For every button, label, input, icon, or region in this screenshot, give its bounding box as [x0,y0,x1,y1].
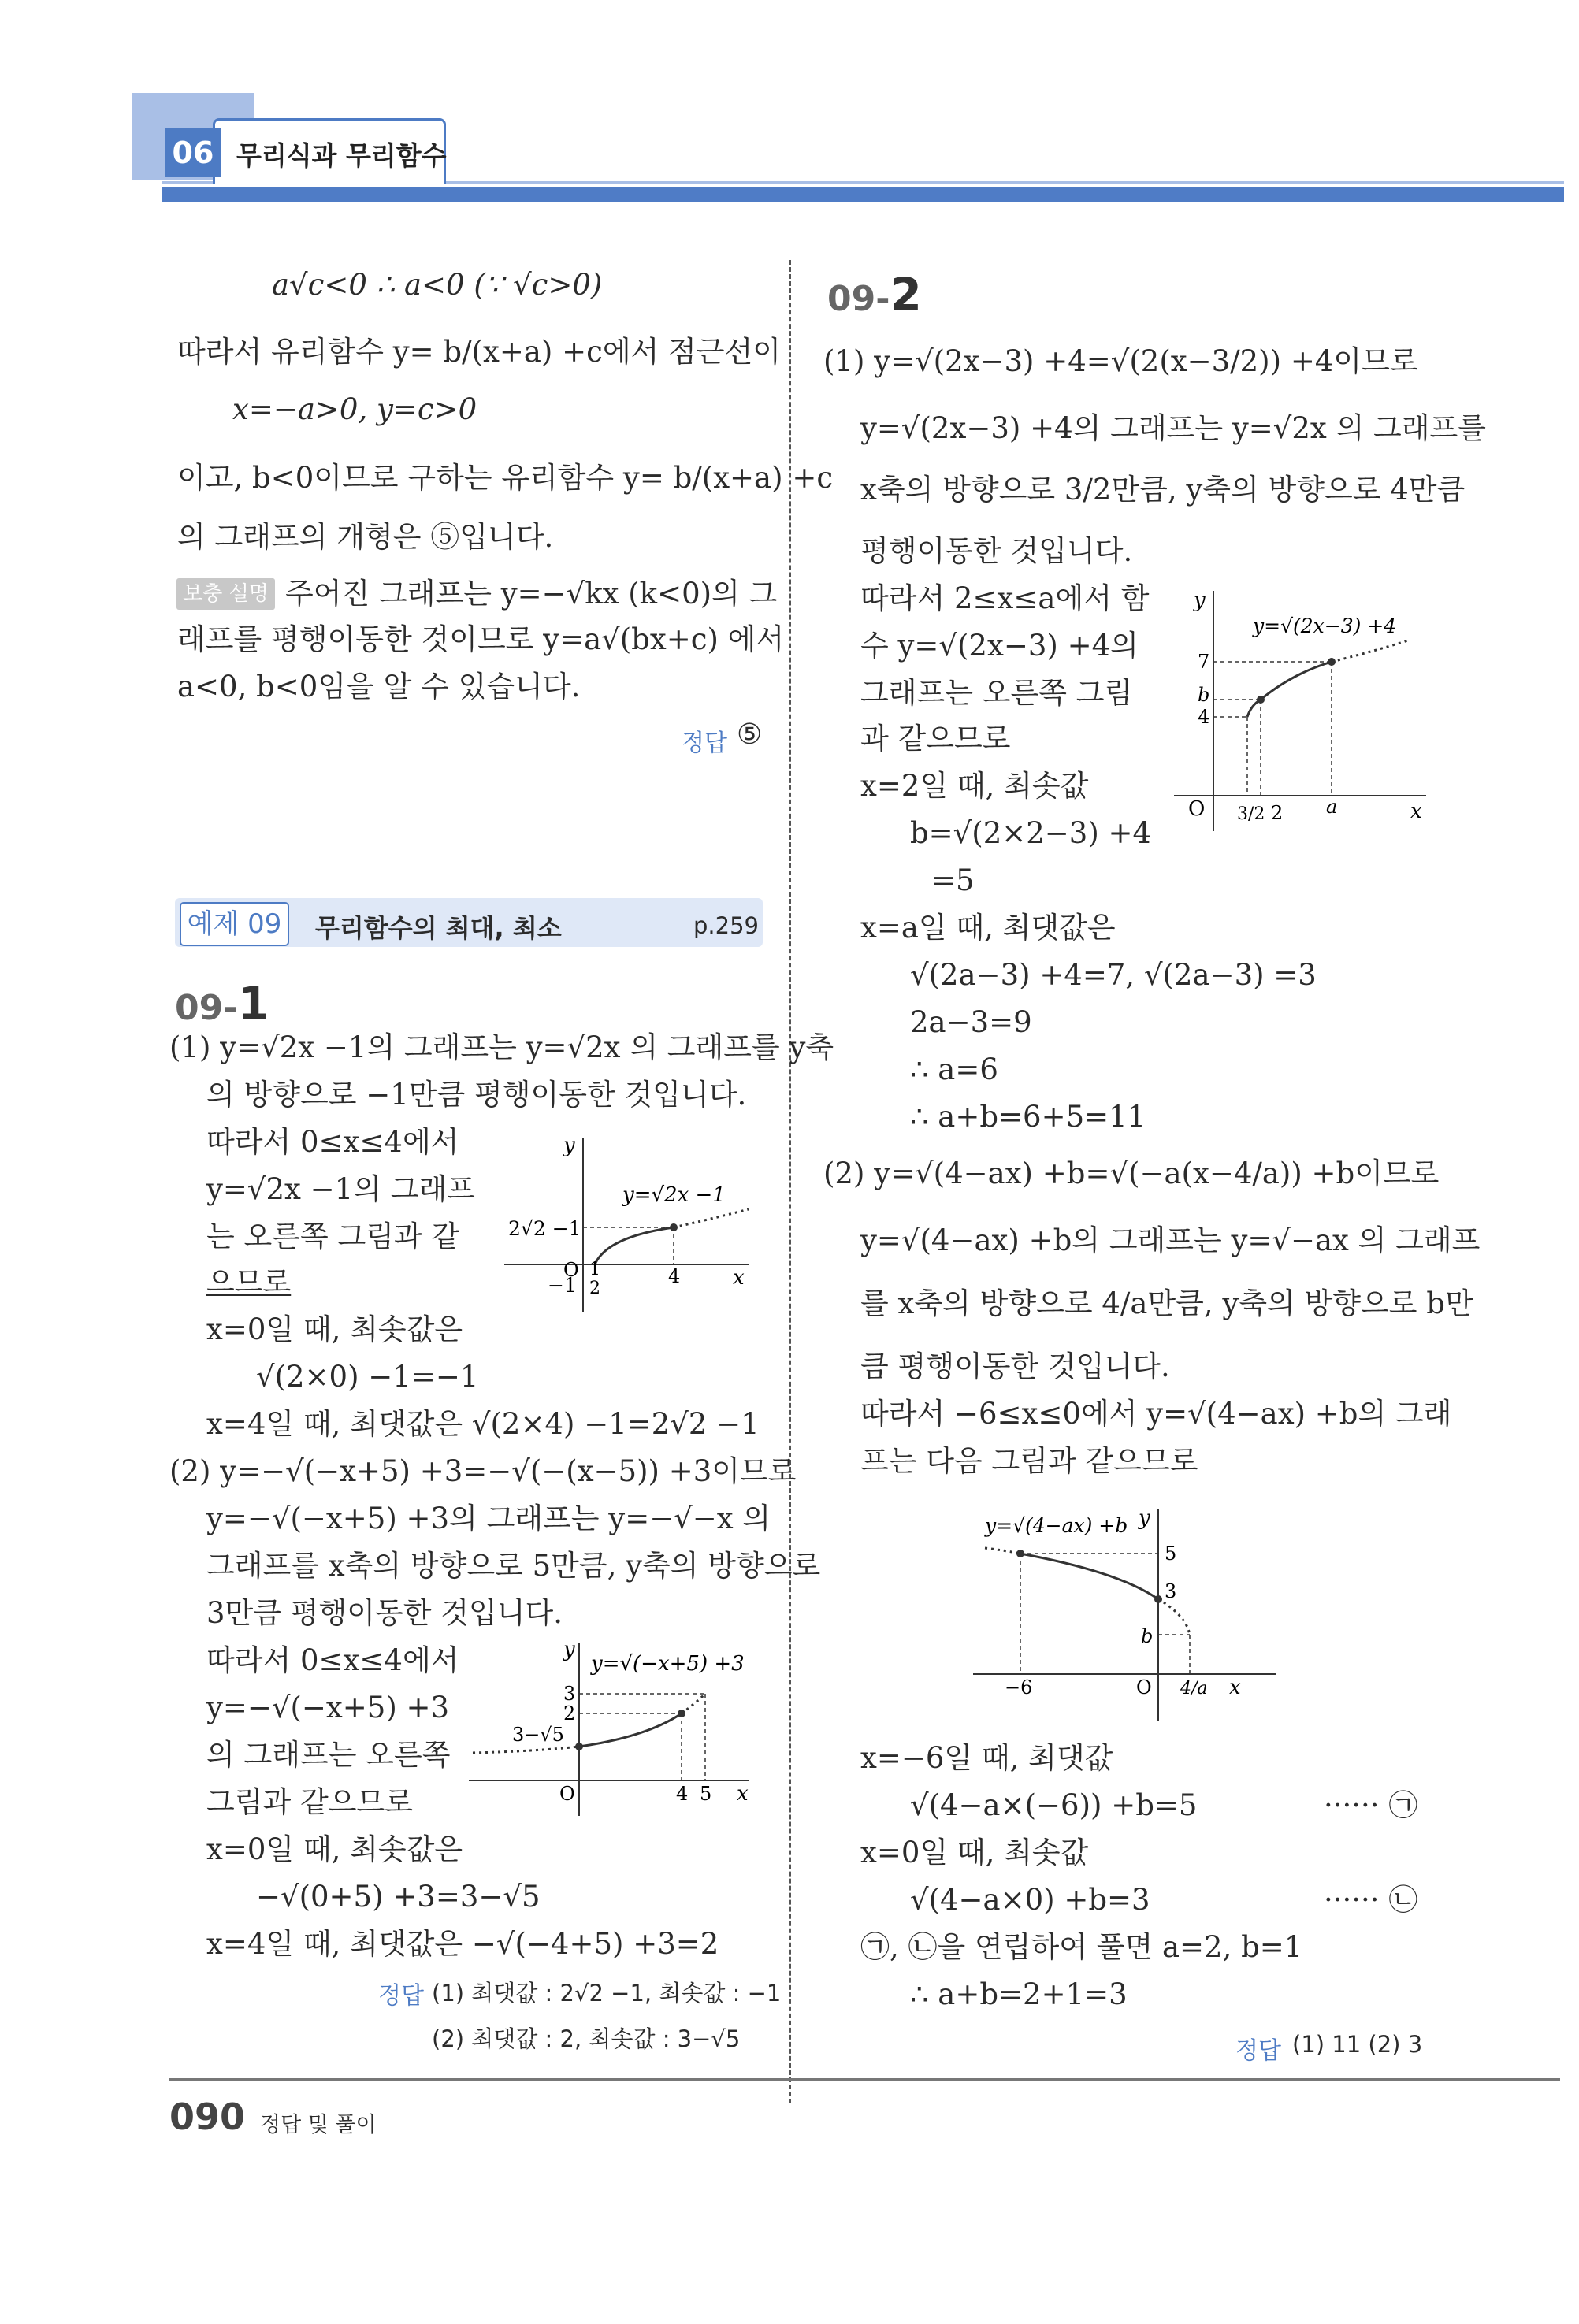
p2-line: 따라서 0≤x≤4에서 [206,1643,459,1677]
y-tick-label: 2 [563,1702,576,1724]
graph-09-1-1 [496,1134,756,1316]
graph-09-2-2 [961,1497,1292,1725]
q1-line: =5 [931,863,975,897]
y-axis-label: y [563,1134,575,1157]
q1-line: 2a−3=9 [910,1005,1032,1039]
p2-line: y=−√(−x+5) +3 [206,1691,450,1724]
x-tick-label: 2 [1271,802,1284,824]
origin-label: O [1188,797,1206,821]
curve-extension [682,1694,705,1713]
y-tick-label: 4 [1198,706,1210,728]
q1-line: 따라서 2≤x≤a에서 함 [860,581,1150,615]
problem-label: 09-2 [827,268,922,321]
q2-line: (2) y=√(4−ax) +b=√(−a(x−4/a)) +b이므로 [823,1156,1440,1190]
chapter-title: 무리식과 무리함수 [236,140,447,171]
q1-line: 수 y=√(2x−3) +4의 [860,629,1139,663]
q1-line: y=√(2x−3) +4의 그래프는 y=√2x 의 그래프를 [860,411,1486,445]
curve-label: y=√(−x+5) +3 [591,1652,745,1676]
example-badge: 예제 09 [180,902,289,946]
q2-line: √(4−a×0) +b=3 [910,1883,1150,1917]
answer-label: 정답 [682,729,727,757]
p1-line: x=4일 때, 최댓값은 √(2×4) −1=2√2 −1 [206,1407,760,1441]
equation-mark: ······ ㉠ [1324,1788,1418,1822]
p1-line: 는 오른쪽 그림과 같 [206,1220,460,1253]
q2-line: 를 x축의 방향으로 4/a만큼, y축의 방향으로 b만 [860,1286,1473,1320]
header-bar [162,187,1564,202]
max-point [678,1710,685,1717]
x-axis-label: x [1229,1676,1241,1699]
q2-line: √(4−a×(−6)) +b=5 [910,1788,1198,1822]
y-tick-label: b [1141,1625,1154,1647]
q1-line: ∴ a+b=6+5=11 [910,1100,1146,1134]
min-point [575,1743,583,1750]
x-tick-label: 4 [668,1265,681,1287]
y-tick-label: 3 [1165,1580,1177,1602]
curve-extension [674,1209,749,1227]
p1-line: (1) y=√2x −1의 그래프는 y=√2x 의 그래프를 y축 [169,1030,834,1064]
q1-line: (1) y=√(2x−3) +4=√(2(x−3/2)) +4이므로 [823,344,1418,378]
x-tick-label: −6 [1005,1676,1033,1698]
q1-line: √(2a−3) +4=7, √(2a−3) =3 [910,958,1317,992]
p1-line: y=√2x −1의 그래프 [206,1172,475,1206]
x-axis-label: x [733,1266,745,1290]
note-line: 주어진 그래프는 y=−√kx (k<0)의 그 [285,577,778,611]
answer-value: (2) 최댓값 : 2, 최솟값 : 3−√5 [432,2025,741,2052]
q2-line: 따라서 −6≤x≤0에서 y=√(4−ax) +b의 그래 [860,1397,1452,1431]
example-title: 무리함수의 최대, 최소 [315,913,562,943]
graph-09-2-1 [1174,583,1434,835]
chapter-number: 06 [165,128,221,177]
q2-line: x=0일 때, 최솟값 [860,1836,1089,1869]
y-tick-label: 7 [1198,651,1210,673]
max-point [670,1223,678,1231]
q1-line: 평행이동한 것입니다. [860,534,1133,568]
p1-line: 으므로 [206,1265,292,1299]
intro-line: x=−a>0, y=c>0 [232,392,477,426]
p1-line: 의 방향으로 −1만큼 평행이동한 것입니다. [206,1078,747,1112]
p2-line: x=0일 때, 최솟값은 [206,1832,463,1866]
q2-line: y=√(4−ax) +b의 그래프는 y=√−ax 의 그래프 [860,1223,1481,1257]
p2-line: y=−√(−x+5) +3의 그래프는 y=−√−x 의 [206,1502,771,1535]
x-tick-label: 3/2 [1237,804,1265,824]
q1-line: b=√(2×2−3) +4 [910,816,1152,850]
y-tick-label: −1 [548,1274,577,1297]
y-axis-label: y [1139,1506,1150,1530]
x-tick-label: 1 [589,1260,600,1279]
answer-value: (1) 최댓값 : 2√2 −1, 최솟값 : −1 [432,1980,782,2007]
curve-extension [985,1548,1020,1554]
curve-label: y=√(2x−3) +4 [1253,614,1397,637]
note-line: a<0, b<0임을 알 수 있습니다. [177,670,581,704]
note-tag: 보충 설명 [176,578,275,610]
p2-line: 그래프를 x축의 방향으로 5만큼, y축의 방향으로 [206,1549,821,1583]
intro-line: 의 그래프의 개형은 ⑤입니다. [177,520,554,554]
curve-extension [1158,1599,1190,1635]
q2-line: ∴ a+b=2+1=3 [910,1977,1128,2011]
q1-line: 과 같으므로 [860,722,1011,755]
x-tick-label: 4/a [1180,1679,1208,1698]
equation-mark: ······ ㉡ [1324,1883,1418,1917]
intro-line: 이고, b<0이므로 구하는 유리함수 y= b/(x+a) +c [177,461,834,495]
p2-line: 의 그래프는 오른쪽 [206,1738,451,1772]
curve [1247,662,1332,717]
answer-value: ⑤ [737,718,763,751]
y-tick-label: 5 [1165,1543,1177,1565]
note-line: 래프를 평행이동한 것이므로 y=a√(bx+c) 에서 [177,622,785,656]
q1-line: x축의 방향으로 3/2만큼, y축의 방향으로 4만큼 [860,473,1466,507]
curve [1020,1554,1158,1599]
p1-line: x=0일 때, 최솟값은 [206,1312,463,1346]
answer-label: 정답 [1235,2037,1281,2065]
intro-line: a√c<0 ∴ a<0 (∵ √c>0) [272,268,603,302]
footer-line [169,2078,1560,2081]
answer-label: 정답 [378,1982,424,2010]
p1-line: √(2×0) −1=−1 [256,1360,479,1394]
footer-label: 정답 및 풀이 [260,2113,377,2137]
p1-line: 따라서 0≤x≤4에서 [206,1125,459,1159]
intro-line: 따라서 유리함수 y= b/(x+a) +c에서 점근선이 [177,335,782,369]
q1-line: ∴ a=6 [910,1052,998,1086]
y-axis-label: y [563,1639,575,1661]
graph-09-1-2 [465,1639,764,1820]
x-tick-label: 2 [589,1279,600,1298]
curve-label: y=√(4−ax) +b [985,1514,1128,1537]
y-tick-label: 3−√5 [512,1724,564,1746]
curve-extension [473,1747,579,1753]
q2-line: 큼 평행이동한 것입니다. [860,1349,1170,1383]
max-point [1016,1550,1024,1557]
origin-label: O [1136,1676,1152,1698]
p2-line: 3만큼 평행이동한 것입니다. [206,1596,563,1630]
curve-label: y=√2x −1 [622,1183,726,1207]
p2-line: x=4일 때, 최댓값은 −√(−4+5) +3=2 [206,1927,719,1961]
x-axis-label: x [1410,800,1422,823]
curve [595,1227,674,1264]
origin-label: O [563,1259,579,1281]
curve [579,1713,682,1747]
x-axis-label: x [737,1782,749,1806]
origin-label: O [559,1783,575,1805]
q2-line: ㉠, ㉡을 연립하여 풀면 a=2, b=1 [860,1930,1303,1964]
min-point [1257,696,1265,704]
problem-label: 09-1 [175,977,269,1030]
curve-extension [1332,640,1410,662]
example-page-ref: p.259 [693,912,759,939]
q1-line: x=2일 때, 최솟값 [860,769,1089,803]
y-tick-label: b [1198,684,1210,706]
page-number: 090 [169,2096,246,2138]
x-tick-label: 4 [676,1783,689,1805]
q1-line: 그래프는 오른쪽 그림 [860,676,1133,710]
p2-line: (2) y=−√(−x+5) +3=−√(−(x−5)) +3이므로 [169,1454,797,1488]
y-tick-label: 3 [563,1683,576,1705]
p2-line: −√(0+5) +3=3−√5 [256,1880,541,1914]
min-point [1154,1595,1162,1603]
q2-line: 프는 다음 그림과 같으므로 [860,1444,1198,1478]
q1-line: x=a일 때, 최댓값은 [860,911,1116,945]
max-point [1328,658,1336,666]
column-divider [789,260,791,2103]
y-tick-label: 2√2 −1 [508,1217,581,1240]
answer-value: (1) 11 (2) 3 [1292,2031,1423,2058]
q2-line: x=−6일 때, 최댓값 [860,1741,1113,1775]
y-axis-label: y [1194,588,1206,612]
x-tick-label: 5 [700,1783,712,1805]
p2-line: 그림과 같으므로 [206,1785,413,1819]
x-tick-label: a [1326,796,1338,818]
